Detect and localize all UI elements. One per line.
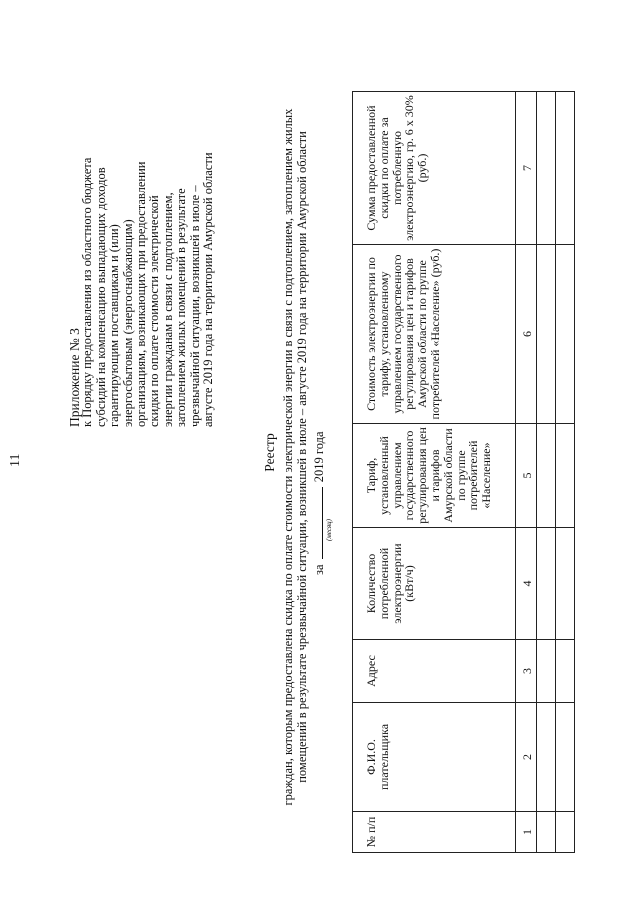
column-number: 7 bbox=[516, 92, 537, 245]
header-cost: Стоимость электроэнергии по тарифу, установленному управлением государственного регулирования цен и тарифов Амурской области по группе потребителей «Население» (руб.) bbox=[353, 245, 516, 424]
page-number: 11 bbox=[8, 453, 23, 467]
column-number: 5 bbox=[516, 424, 537, 528]
table-cell bbox=[537, 92, 556, 245]
table-column-numbers-row bbox=[516, 92, 537, 853]
table-cell bbox=[556, 812, 575, 853]
table-cell bbox=[537, 703, 556, 812]
table-cell bbox=[537, 424, 556, 528]
period-suffix: 2019 года bbox=[312, 431, 326, 483]
register-subtitle-line: помещений в результате чрезвычайной ситуации, возникшей в июле – августе 2019 года на территории Амурской области bbox=[294, 131, 309, 783]
header-consumption: Количество потребленной электроэнергии (кВт/ч) bbox=[353, 528, 516, 640]
table-cell bbox=[537, 640, 556, 703]
header-discount-sum: Сумма предоставленной скидки по оплате за потребленную электроэнергию, гр. 6 х 30% (руб.) bbox=[353, 92, 516, 245]
header-tariff: Тариф, установленный управлением государственного регулирования цен и тарифов Амурской области по группе потребителей «Население» bbox=[353, 424, 516, 528]
period-month-blank bbox=[313, 487, 323, 559]
column-number: 4 bbox=[516, 528, 537, 640]
appendix-line: энергосбытовым (энергоснабжающим) bbox=[120, 219, 135, 427]
table-row bbox=[556, 92, 575, 853]
table-cell bbox=[537, 812, 556, 853]
table-cell bbox=[556, 703, 575, 812]
table-header-row bbox=[353, 92, 516, 853]
register-title: Реестр bbox=[262, 433, 277, 472]
table-cell bbox=[537, 528, 556, 640]
appendix-line: субсидий на компенсацию выпадающих доходов bbox=[93, 167, 108, 427]
appendix-line: скидки по оплате стоимости электрической bbox=[147, 195, 162, 427]
register-subtitle bbox=[282, 47, 309, 867]
table-cell bbox=[537, 245, 556, 424]
table-cell bbox=[556, 245, 575, 424]
column-number: 2 bbox=[516, 703, 537, 812]
table-row bbox=[537, 92, 556, 853]
appendix-line: организациям, возникающих при предоставлении bbox=[134, 161, 149, 427]
register-table bbox=[352, 91, 575, 853]
table-cell bbox=[556, 424, 575, 528]
column-number: 3 bbox=[516, 640, 537, 703]
column-number: 1 bbox=[516, 812, 537, 853]
appendix-line: затоплением жилых помещений в результате bbox=[174, 188, 189, 427]
table-cell bbox=[556, 640, 575, 703]
column-number: 6 bbox=[516, 245, 537, 424]
table-cell bbox=[556, 528, 575, 640]
register-subtitle-line: граждан, которым предоставлена скидка по оплате стоимости электрической энергии в связи с подтоплением, затоплением жилых bbox=[281, 108, 295, 806]
header-payer-name: Ф.И.О. плательщика bbox=[353, 703, 516, 812]
table-cell bbox=[556, 92, 575, 245]
appendix-line: августе 2019 года на территории Амурской области bbox=[201, 152, 216, 427]
appendix-title: Приложение № 3 bbox=[67, 328, 82, 427]
appendix-line: энергии гражданам в связи с подтоплением, bbox=[160, 192, 175, 427]
register-period bbox=[312, 431, 333, 576]
period-month-hint: (месяц) bbox=[325, 518, 333, 541]
appendix-heading bbox=[68, 55, 215, 427]
appendix-line: гарантирующим поставщикам и (или) bbox=[107, 224, 122, 427]
appendix-line: чрезвычайной ситуации, возникшей в июле – bbox=[187, 185, 202, 427]
appendix-line: к Порядку предоставления из областного бюджета bbox=[80, 157, 95, 427]
header-number: № п/п bbox=[353, 812, 516, 853]
period-prefix: за bbox=[312, 564, 326, 575]
header-address: Адрес bbox=[353, 640, 516, 703]
